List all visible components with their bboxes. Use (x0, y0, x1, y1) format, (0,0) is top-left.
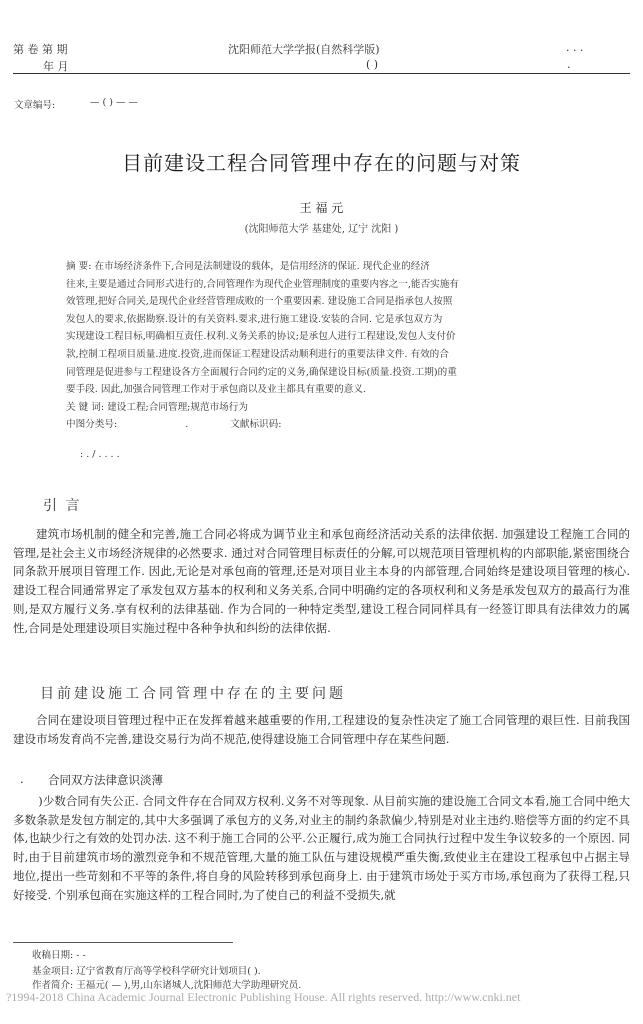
classification-line (66, 416, 566, 434)
header-page-info: . . . (566, 41, 584, 54)
abstract-line: 要手段. 因此,加强合同管理工作对于承包商以及业主都具有重要的意义. (66, 384, 367, 396)
issue-number: 第 卷 第 期 (13, 43, 68, 56)
footnote-received: 收稿日期: - - (32, 950, 86, 961)
clc-label: 中图分类号: (66, 419, 118, 431)
abstract-line: 同管理是促进参与工程建设各方全面履行合同约定的义务,确保建设目标(质量.投资.工期)的重 (66, 366, 457, 378)
intro-text: 建筑市场机制的健全和完善,施工合同必将成为调节业主和承包商经济活动关系的法律依据. 加强建设工程施工合同的管理,是社会主义市场经济规律的必然要求. 通过对合同管理目标责任的分解,可以规范项目管理机构的内部职能,紧密围绕合同条款开展项目管理工作. 因此,无论是对承包商的管理,还是对项目业主本身的内部管理,合同始终是建设项目管理的核心. 建设工程合同通常界定了承发包双方基本的权利和义务关系,合同中明确约定的各项权利和义务是承发包双方的最高行为准则,是双方履行义务.享有权利的法律基础. 作为合同的一种特定类型,建设工程合同同样具有一经签订即具有法律效力的属性,合同是处理建设项目实施过程中各种争执和纠纷的法律依据. (13, 527, 630, 635)
english-line: : . / . . . . (80, 449, 120, 460)
article-number-label: 文章编号: (14, 100, 56, 111)
section-heading-problems: 目前建设施工合同管理中存在的主要问题 (40, 686, 346, 702)
header-right-dot: . (567, 58, 571, 71)
abstract-label: 摘 要: (66, 261, 92, 272)
abstract-line (66, 258, 566, 276)
abstract-line: 款,控制工程项目质量.进度.投资,进而保证工程建设活动顺利进行的重要法律文件. 有效的合 (66, 348, 449, 360)
keywords-label: 关 键 词: (66, 401, 105, 413)
author-affiliation: (沈阳师范大学 基建处, 辽宁 沈阳 ) (244, 224, 399, 235)
abstract-line: 往来,主要是通过合同形式进行的,合同管理作为现代企业管理制度的重要内容之一,能否实施有 (66, 278, 459, 290)
section2-text: 合同在建设项目管理过程中正在发挥着越来越重要的作用,工程建设的复杂性决定了施工合同管理的艰巨性. 目前我国建设市场发育尚不完善,建设交易行为尚不规范,使得建设施工合同管理中存在某些问题. (13, 713, 630, 746)
footnote-fund: 基金项目: 辽宁省教育厅高等学校科学研究计划项目( ). (32, 966, 261, 977)
journal-name: 沈阳师范大学学报(自然科学版) (228, 43, 380, 56)
page-title: 目前建设工程合同管理中存在的问题与对策 (122, 151, 521, 175)
header-rule (13, 73, 630, 74)
keywords-line (66, 399, 566, 417)
abstract-text: 在市场经济条件下,合同是法制建设的载体，是信用经济的保证. 现代企业的经济 (94, 261, 430, 272)
footnote-rule (13, 942, 233, 943)
author-name: 王 福 元 (299, 201, 344, 215)
intro-paragraph (13, 525, 630, 637)
subsection-title: 合同双方法律意识淡薄 (48, 773, 163, 787)
clc-dot: . (185, 419, 189, 431)
footnote-author: 作者简介: 王福元( — ),男,山东诸城人,沈阳师范大学助理研究员. (32, 980, 302, 991)
abstract-line: 实现建设工程目标,明确相互责任.权利.义务关系的协议;是承包人进行工程建设,发包人支付价 (66, 331, 456, 343)
subsection-paragraph (13, 792, 630, 904)
keywords-text: 建设工程;合同管理;规范市场行为 (107, 401, 248, 413)
section-heading-intro: 引 言 (43, 498, 82, 514)
issue-date: 年 月 (43, 60, 69, 73)
section2-paragraph (13, 711, 630, 748)
subsection-text: )少数合同有失公正. 合同文件存在合同双方权利.义务不对等现象. 从目前实施的建设施工合同文本看,施工合同中绝大多数条款是发包方制定的,其中大多强调了承包方的义务,对业主的制约条款偏少,特别是对业主违约.赔偿等方面的约定不具体,也缺少行之有效的处罚办法. 这不利于施工合同的公平.公正履行,成为施工合同执行过程中发生争议较多的一个原因. 同时,由于目前建筑市场的激烈竞争和不规范管理,大量的施工队伍与建设规模严重失衡,致使业主在建设工程承包中占据主导地位,提出一些苛刻和不平等的条件,将自身的风险转移到承包商身上. 由于建筑市场处于买方市场,承包商为了获得工程,只好接受. 个别承包商在实施这样的工程合同时,为了使自己的利益不受损失,就 (13, 794, 630, 902)
copyright-watermark: ?1994-2018 China Academic Journal Electronic Publishing House. All rights reserved. http://www.cnki.net (6, 990, 521, 1004)
header-english-journal: ( ) (366, 58, 379, 71)
article-number-value: — ( ) — — (90, 97, 138, 108)
abstract-line: 效管理,把好合同关,是现代企业经营管理成败的一个重要因素. 建设施工合同是指承包人按照 (66, 296, 453, 308)
subsection-number: . (20, 772, 24, 786)
abstract-line: 发包人的要求,依据勘察.设计的有关资料.要求,进行施工建设.安装的合同. 它是承包双方为 (66, 313, 443, 325)
doc-code-label: 文献标识码: (230, 419, 282, 431)
abstract-block (66, 258, 566, 434)
